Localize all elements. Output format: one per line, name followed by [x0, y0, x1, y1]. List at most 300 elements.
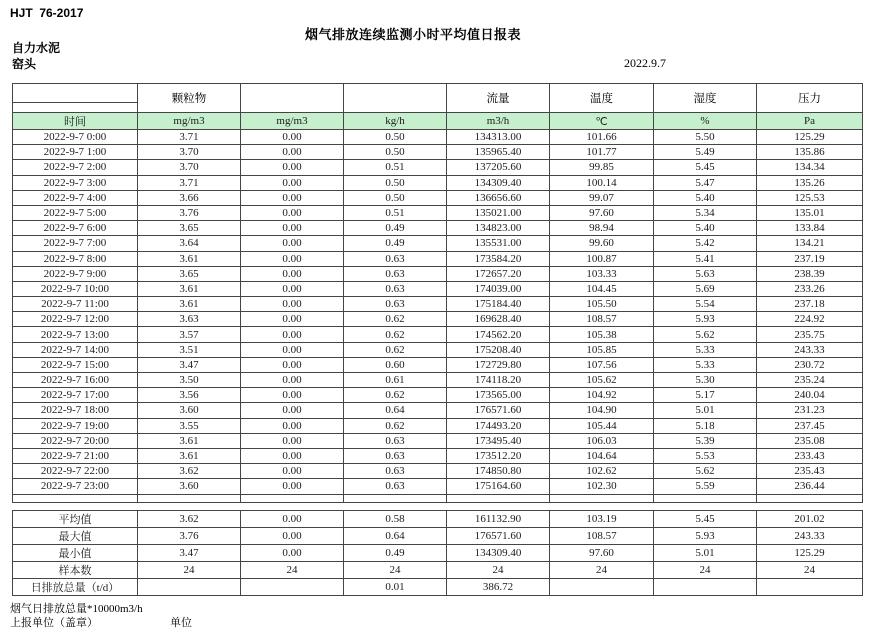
row-label-cell: 2022-9-7 12:00 — [13, 312, 138, 327]
value-cell: 0.49 — [344, 545, 447, 562]
unit-mg-m3-1: mg/m3 — [138, 113, 241, 130]
value-cell: 174562.20 — [447, 327, 550, 342]
row-label-cell: 2022-9-7 18:00 — [13, 403, 138, 418]
value-cell: 235.75 — [757, 327, 863, 342]
value-cell: 98.94 — [550, 221, 654, 236]
value-cell: 3.71 — [138, 130, 241, 145]
table-row — [13, 312, 863, 327]
value-cell: 5.01 — [654, 545, 757, 562]
value-cell: 3.65 — [138, 266, 241, 281]
value-cell: 5.54 — [654, 297, 757, 312]
value-cell: 0.49 — [344, 236, 447, 251]
row-label-cell: 2022-9-7 8:00 — [13, 251, 138, 266]
value-cell: 173495.40 — [447, 433, 550, 448]
col-header-blank-1 — [241, 84, 344, 113]
value-cell: 0.01 — [344, 579, 447, 596]
table-row — [13, 190, 863, 205]
value-cell: 134309.40 — [447, 175, 550, 190]
value-cell: 105.38 — [550, 327, 654, 342]
row-label-cell: 2022-9-7 4:00 — [13, 190, 138, 205]
row-label-cell: 2022-9-7 16:00 — [13, 373, 138, 388]
value-cell: 3.65 — [138, 221, 241, 236]
value-cell: 0.63 — [344, 479, 447, 494]
col-header-pressure: 压力 — [757, 84, 863, 113]
value-cell: 0.50 — [344, 175, 447, 190]
row-label-cell: 2022-9-7 9:00 — [13, 266, 138, 281]
row-label-cell: 2022-9-7 11:00 — [13, 297, 138, 312]
spacer-cell — [550, 494, 654, 502]
value-cell: 3.71 — [138, 175, 241, 190]
value-cell: 105.50 — [550, 297, 654, 312]
value-cell: 100.87 — [550, 251, 654, 266]
value-cell: 235.43 — [757, 464, 863, 479]
row-label-cell: 平均值 — [13, 511, 138, 528]
corner-cell-top — [13, 84, 138, 103]
row-label-cell: 2022-9-7 13:00 — [13, 327, 138, 342]
value-cell: 104.64 — [550, 448, 654, 463]
col-header-temperature: 温度 — [550, 84, 654, 113]
value-cell: 237.19 — [757, 251, 863, 266]
page-title: 烟气排放连续监测小时平均值日报表 — [304, 27, 521, 42]
value-cell: 0.00 — [241, 327, 344, 342]
value-cell: 0.50 — [344, 190, 447, 205]
value-cell: 133.84 — [757, 221, 863, 236]
unit-m3-h: m3/h — [447, 113, 550, 130]
value-cell: 135965.40 — [447, 145, 550, 160]
value-cell: 3.55 — [138, 418, 241, 433]
table-row — [13, 528, 863, 545]
value-cell: 5.62 — [654, 464, 757, 479]
value-cell: 0.00 — [241, 479, 344, 494]
value-cell: 173584.20 — [447, 251, 550, 266]
value-cell: 105.85 — [550, 342, 654, 357]
table-row — [13, 448, 863, 463]
value-cell: 135.26 — [757, 175, 863, 190]
value-cell: 201.02 — [757, 511, 863, 528]
value-cell: 0.00 — [241, 357, 344, 372]
value-cell: 235.08 — [757, 433, 863, 448]
value-cell: 0.51 — [344, 160, 447, 175]
table-row — [13, 221, 863, 236]
value-cell: 172657.20 — [447, 266, 550, 281]
table-row — [13, 281, 863, 296]
value-cell: 5.93 — [654, 528, 757, 545]
value-cell: 174493.20 — [447, 418, 550, 433]
value-cell: 24 — [344, 562, 447, 579]
value-cell: 125.53 — [757, 190, 863, 205]
value-cell: 0.64 — [344, 528, 447, 545]
row-label-cell: 最小值 — [13, 545, 138, 562]
value-cell: 99.85 — [550, 160, 654, 175]
row-label-cell: 2022-9-7 0:00 — [13, 130, 138, 145]
value-cell: 233.43 — [757, 448, 863, 463]
value-cell: 240.04 — [757, 388, 863, 403]
value-cell: 103.19 — [550, 511, 654, 528]
value-cell: 237.18 — [757, 297, 863, 312]
value-cell: 5.45 — [654, 511, 757, 528]
value-cell: 3.62 — [138, 511, 241, 528]
value-cell: 101.77 — [550, 145, 654, 160]
value-cell: 5.50 — [654, 130, 757, 145]
row-label-cell: 样本数 — [13, 562, 138, 579]
value-cell: 0.63 — [344, 297, 447, 312]
unit-pa: Pa — [757, 113, 863, 130]
value-cell: 135531.00 — [447, 236, 550, 251]
value-cell: 176571.60 — [447, 528, 550, 545]
value-cell: 0.00 — [241, 342, 344, 357]
row-label-cell: 2022-9-7 2:00 — [13, 160, 138, 175]
value-cell: 24 — [241, 562, 344, 579]
value-cell: 5.63 — [654, 266, 757, 281]
report-date: 2022.9.7 — [624, 56, 666, 70]
value-cell: 231.23 — [757, 403, 863, 418]
value-cell: 97.60 — [550, 205, 654, 220]
table-row — [13, 479, 863, 494]
spacer-cell — [654, 494, 757, 502]
value-cell: 134309.40 — [447, 545, 550, 562]
value-cell: 0.00 — [241, 511, 344, 528]
value-cell: 135021.00 — [447, 205, 550, 220]
col-header-flow: 流量 — [447, 84, 550, 113]
value-cell: 99.60 — [550, 236, 654, 251]
table-row — [13, 545, 863, 562]
value-cell: 0.49 — [344, 221, 447, 236]
value-cell: 174118.20 — [447, 373, 550, 388]
value-cell: 0.00 — [241, 312, 344, 327]
value-cell: 125.29 — [757, 545, 863, 562]
value-cell: 5.41 — [654, 251, 757, 266]
value-cell: 176571.60 — [447, 403, 550, 418]
footnote-flow-total: 烟气日排放总量*10000m3/h — [10, 603, 143, 615]
table-row — [13, 145, 863, 160]
value-cell: 97.60 — [550, 545, 654, 562]
value-cell: 5.40 — [654, 190, 757, 205]
value-cell: 3.56 — [138, 388, 241, 403]
value-cell: 0.00 — [241, 403, 344, 418]
value-cell: 3.66 — [138, 190, 241, 205]
value-cell: 0.50 — [344, 130, 447, 145]
value-cell: 24 — [757, 562, 863, 579]
value-cell: 3.47 — [138, 545, 241, 562]
table-row — [13, 266, 863, 281]
value-cell: 0.00 — [241, 281, 344, 296]
value-cell: 3.64 — [138, 236, 241, 251]
value-cell — [241, 579, 344, 596]
value-cell: 5.30 — [654, 373, 757, 388]
table-row — [13, 297, 863, 312]
table-row — [13, 327, 863, 342]
value-cell: 3.61 — [138, 251, 241, 266]
group-header-row — [13, 84, 863, 103]
table-row — [13, 403, 863, 418]
value-cell: 0.50 — [344, 145, 447, 160]
value-cell: 107.56 — [550, 357, 654, 372]
unit-header-row — [13, 113, 863, 130]
value-cell: 3.57 — [138, 327, 241, 342]
value-cell: 100.14 — [550, 175, 654, 190]
reporting-unit-label: 上报单位（盖章） — [10, 617, 98, 629]
table-row — [13, 342, 863, 357]
table-row — [13, 579, 863, 596]
value-cell: 5.59 — [654, 479, 757, 494]
table-row — [13, 464, 863, 479]
value-cell: 24 — [550, 562, 654, 579]
value-cell: 5.69 — [654, 281, 757, 296]
spacer-cell — [757, 494, 863, 502]
value-cell: 0.00 — [241, 251, 344, 266]
value-cell: 3.61 — [138, 448, 241, 463]
value-cell — [550, 579, 654, 596]
spacer-body — [13, 494, 863, 502]
table-row — [13, 175, 863, 190]
value-cell: 0.00 — [241, 175, 344, 190]
col-header-time: 时间 — [13, 113, 138, 130]
unit-percent: % — [654, 113, 757, 130]
value-cell: 0.00 — [241, 464, 344, 479]
value-cell: 5.33 — [654, 342, 757, 357]
row-label-cell: 2022-9-7 10:00 — [13, 281, 138, 296]
value-cell: 174039.00 — [447, 281, 550, 296]
value-cell: 0.00 — [241, 236, 344, 251]
table-row — [13, 160, 863, 175]
value-cell: 0.60 — [344, 357, 447, 372]
value-cell: 0.00 — [241, 545, 344, 562]
value-cell: 103.33 — [550, 266, 654, 281]
value-cell: 175208.40 — [447, 342, 550, 357]
doc-standard-code: HJT 76-2017 — [10, 6, 84, 20]
value-cell: 135.86 — [757, 145, 863, 160]
value-cell: 243.33 — [757, 342, 863, 357]
table-header — [13, 84, 863, 130]
value-cell: 0.63 — [344, 266, 447, 281]
summary-table — [12, 510, 863, 596]
value-cell: 173512.20 — [447, 448, 550, 463]
value-cell: 169628.40 — [447, 312, 550, 327]
value-cell: 5.62 — [654, 327, 757, 342]
spacer-row — [13, 494, 863, 502]
hourly-rows — [13, 130, 863, 495]
table-row — [13, 418, 863, 433]
value-cell: 3.61 — [138, 297, 241, 312]
row-label-cell: 2022-9-7 7:00 — [13, 236, 138, 251]
value-cell: 0.62 — [344, 327, 447, 342]
value-cell: 0.62 — [344, 312, 447, 327]
unit-mg-m3-2: mg/m3 — [241, 113, 344, 130]
col-header-humidity: 湿度 — [654, 84, 757, 113]
row-label-cell: 2022-9-7 3:00 — [13, 175, 138, 190]
value-cell: 24 — [138, 562, 241, 579]
value-cell: 0.63 — [344, 433, 447, 448]
value-cell: 0.61 — [344, 373, 447, 388]
value-cell: 136656.60 — [447, 190, 550, 205]
value-cell: 5.18 — [654, 418, 757, 433]
value-cell: 3.51 — [138, 342, 241, 357]
value-cell: 99.07 — [550, 190, 654, 205]
value-cell: 0.51 — [344, 205, 447, 220]
value-cell: 235.24 — [757, 373, 863, 388]
value-cell: 3.60 — [138, 479, 241, 494]
value-cell: 0.63 — [344, 448, 447, 463]
value-cell: 0.00 — [241, 205, 344, 220]
col-header-particulate: 颗粒物 — [138, 84, 241, 113]
table-row — [13, 511, 863, 528]
value-cell: 3.47 — [138, 357, 241, 372]
row-label-cell: 最大值 — [13, 528, 138, 545]
value-cell: 104.45 — [550, 281, 654, 296]
row-label-cell: 2022-9-7 20:00 — [13, 433, 138, 448]
unit-celsius: ℃ — [550, 113, 654, 130]
value-cell: 3.50 — [138, 373, 241, 388]
value-cell: 104.90 — [550, 403, 654, 418]
spacer-cell — [241, 494, 344, 502]
value-cell: 24 — [447, 562, 550, 579]
monitor-point-name: 窑头 — [12, 57, 37, 71]
value-cell: 137205.60 — [447, 160, 550, 175]
value-cell: 243.33 — [757, 528, 863, 545]
value-cell: 108.57 — [550, 528, 654, 545]
value-cell: 0.58 — [344, 511, 447, 528]
value-cell: 0.00 — [241, 266, 344, 281]
value-cell — [654, 579, 757, 596]
row-label-cell: 2022-9-7 1:00 — [13, 145, 138, 160]
value-cell: 125.29 — [757, 130, 863, 145]
value-cell: 106.03 — [550, 433, 654, 448]
value-cell: 5.34 — [654, 205, 757, 220]
value-cell: 105.62 — [550, 373, 654, 388]
unit-field-label: 单位 — [170, 617, 192, 629]
row-label-cell: 2022-9-7 14:00 — [13, 342, 138, 357]
value-cell: 5.93 — [654, 312, 757, 327]
value-cell: 175164.60 — [447, 479, 550, 494]
value-cell: 3.70 — [138, 160, 241, 175]
value-cell: 3.61 — [138, 281, 241, 296]
value-cell: 0.00 — [241, 221, 344, 236]
table-row — [13, 357, 863, 372]
value-cell: 108.57 — [550, 312, 654, 327]
row-label-cell: 2022-9-7 5:00 — [13, 205, 138, 220]
value-cell: 3.63 — [138, 312, 241, 327]
row-label-cell: 2022-9-7 23:00 — [13, 479, 138, 494]
spacer-cell — [138, 494, 241, 502]
value-cell: 0.62 — [344, 388, 447, 403]
value-cell: 172729.80 — [447, 357, 550, 372]
value-cell: 0.62 — [344, 342, 447, 357]
value-cell: 5.40 — [654, 221, 757, 236]
value-cell: 238.39 — [757, 266, 863, 281]
value-cell: 5.17 — [654, 388, 757, 403]
value-cell: 5.49 — [654, 145, 757, 160]
value-cell: 3.62 — [138, 464, 241, 479]
value-cell: 104.92 — [550, 388, 654, 403]
company-name: 自力水泥 — [12, 41, 61, 55]
value-cell: 0.63 — [344, 464, 447, 479]
value-cell: 174850.80 — [447, 464, 550, 479]
value-cell: 236.44 — [757, 479, 863, 494]
spacer-cell — [344, 494, 447, 502]
unit-kg-h: kg/h — [344, 113, 447, 130]
value-cell: 3.60 — [138, 403, 241, 418]
value-cell: 102.30 — [550, 479, 654, 494]
value-cell: 0.00 — [241, 528, 344, 545]
value-cell: 134.34 — [757, 160, 863, 175]
table-row — [13, 433, 863, 448]
value-cell: 0.00 — [241, 190, 344, 205]
value-cell: 5.33 — [654, 357, 757, 372]
value-cell: 3.61 — [138, 433, 241, 448]
value-cell: 134.21 — [757, 236, 863, 251]
row-label-cell: 2022-9-7 22:00 — [13, 464, 138, 479]
value-cell: 5.53 — [654, 448, 757, 463]
value-cell: 24 — [654, 562, 757, 579]
value-cell: 0.00 — [241, 418, 344, 433]
value-cell: 0.00 — [241, 130, 344, 145]
value-cell: 237.45 — [757, 418, 863, 433]
value-cell: 5.01 — [654, 403, 757, 418]
value-cell: 134823.00 — [447, 221, 550, 236]
value-cell: 0.00 — [241, 388, 344, 403]
value-cell: 105.44 — [550, 418, 654, 433]
value-cell: 224.92 — [757, 312, 863, 327]
value-cell — [138, 579, 241, 596]
value-cell: 175184.40 — [447, 297, 550, 312]
hourly-data-table — [12, 83, 863, 503]
value-cell — [757, 579, 863, 596]
value-cell: 230.72 — [757, 357, 863, 372]
value-cell: 386.72 — [447, 579, 550, 596]
value-cell: 5.39 — [654, 433, 757, 448]
row-label-cell: 日排放总量（t/d） — [13, 579, 138, 596]
table-row — [13, 205, 863, 220]
value-cell: 173565.00 — [447, 388, 550, 403]
value-cell: 5.47 — [654, 175, 757, 190]
value-cell: 5.45 — [654, 160, 757, 175]
value-cell: 0.00 — [241, 448, 344, 463]
value-cell: 161132.90 — [447, 511, 550, 528]
table-row — [13, 130, 863, 145]
value-cell: 3.70 — [138, 145, 241, 160]
value-cell: 0.00 — [241, 145, 344, 160]
value-cell: 0.00 — [241, 433, 344, 448]
table-row — [13, 373, 863, 388]
table-row — [13, 388, 863, 403]
row-label-cell: 2022-9-7 6:00 — [13, 221, 138, 236]
value-cell: 0.00 — [241, 160, 344, 175]
table-row — [13, 562, 863, 579]
table-row — [13, 251, 863, 266]
corner-cell-bottom — [13, 103, 138, 113]
value-cell: 0.64 — [344, 403, 447, 418]
spacer-cell — [13, 494, 138, 502]
col-header-blank-2 — [344, 84, 447, 113]
value-cell: 0.00 — [241, 297, 344, 312]
value-cell: 0.63 — [344, 251, 447, 266]
summary-rows — [13, 511, 863, 596]
value-cell: 3.76 — [138, 528, 241, 545]
value-cell: 0.62 — [344, 418, 447, 433]
value-cell: 134313.00 — [447, 130, 550, 145]
value-cell: 233.26 — [757, 281, 863, 296]
row-label-cell: 2022-9-7 19:00 — [13, 418, 138, 433]
spacer-cell — [447, 494, 550, 502]
table-row — [13, 236, 863, 251]
row-label-cell: 2022-9-7 15:00 — [13, 357, 138, 372]
value-cell: 0.00 — [241, 373, 344, 388]
value-cell: 3.76 — [138, 205, 241, 220]
value-cell: 0.63 — [344, 281, 447, 296]
value-cell: 5.42 — [654, 236, 757, 251]
value-cell: 101.66 — [550, 130, 654, 145]
row-label-cell: 2022-9-7 17:00 — [13, 388, 138, 403]
